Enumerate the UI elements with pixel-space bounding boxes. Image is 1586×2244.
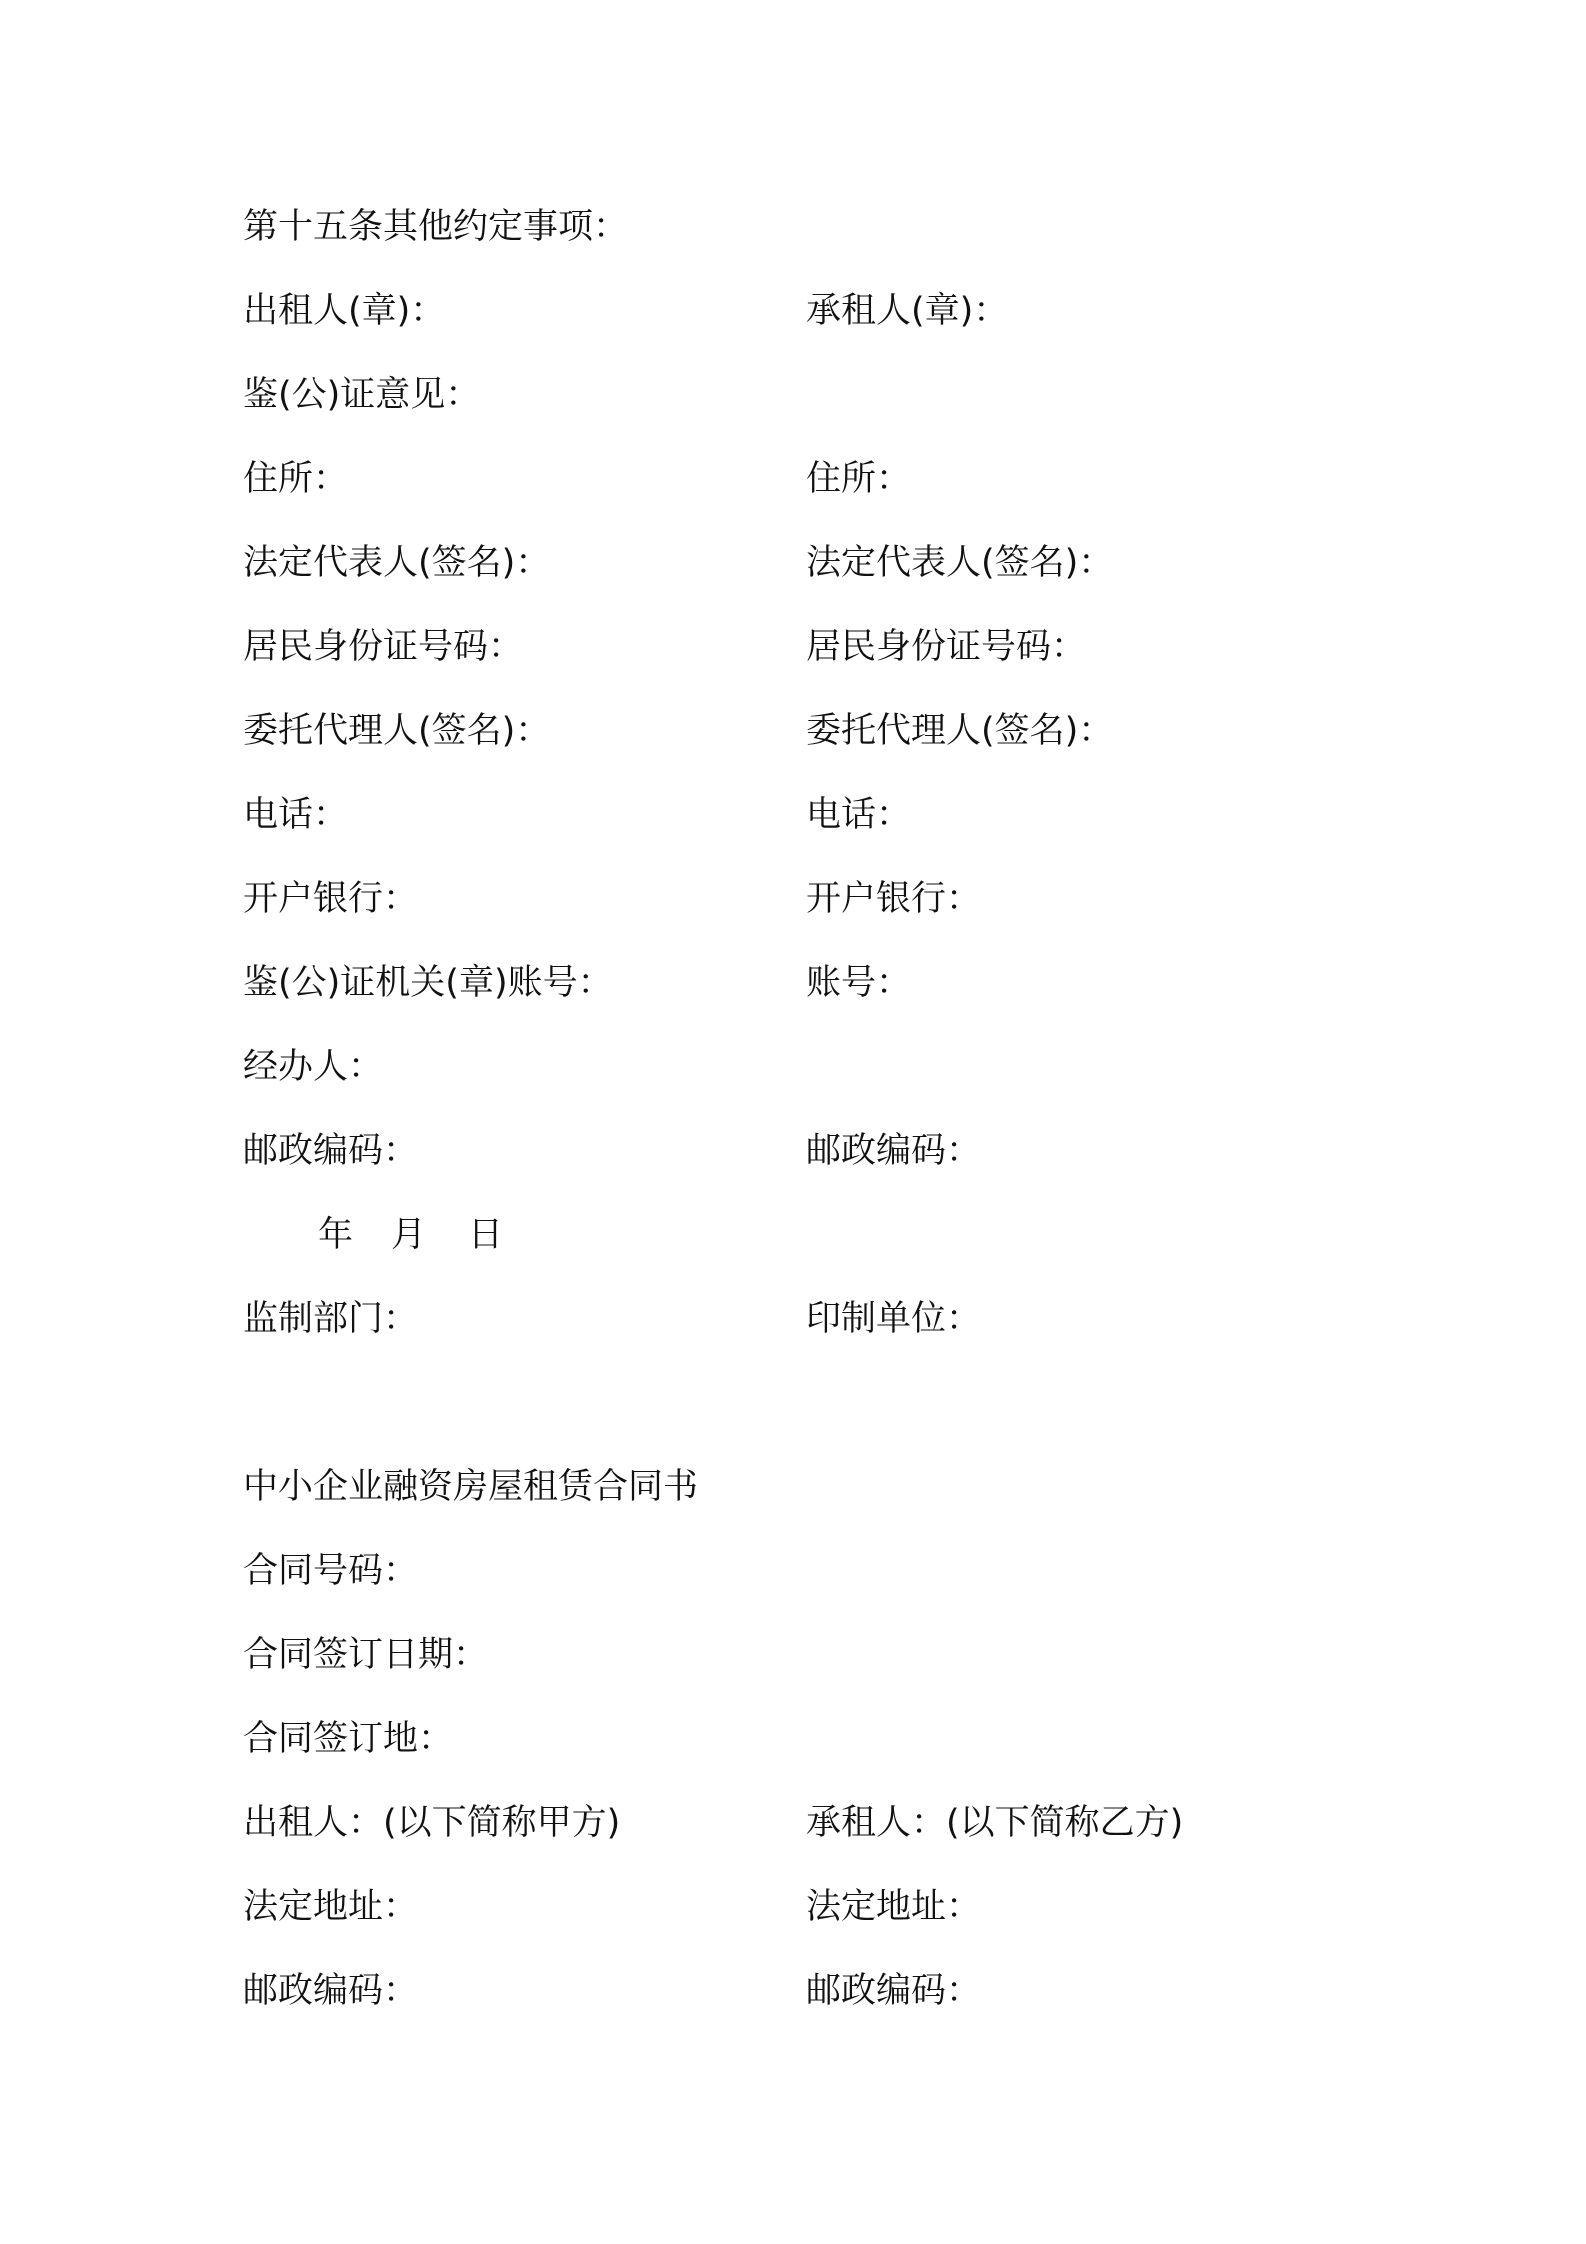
sign-date-line xyxy=(243,1625,1443,1685)
lessee-postcode-label-2: 邮政编码： xyxy=(806,1971,982,2011)
date-year-label: 年 xyxy=(318,1215,354,1255)
contract-no-line xyxy=(243,1541,1443,1601)
notary-account-label: 鉴(公)证机关(章)账号： xyxy=(243,963,613,1003)
phone-line xyxy=(243,785,1443,845)
parties-line xyxy=(243,1793,1443,1853)
sign-place-line xyxy=(243,1709,1443,1769)
lessee-phone-label: 电话： xyxy=(806,795,912,835)
sign-place-label: 合同签订地： xyxy=(243,1719,454,1759)
legal-address-line xyxy=(243,1877,1443,1937)
lessee-bank-label: 开户银行： xyxy=(806,879,982,919)
agent-line xyxy=(243,701,1443,761)
date-line xyxy=(243,1205,843,1265)
lessee-postcode-label: 邮政编码： xyxy=(806,1131,982,1171)
lessee-party-label: 承租人：(以下简称乙方) xyxy=(806,1803,1184,1843)
lessor-id-number-label: 居民身份证号码： xyxy=(243,627,524,667)
contract-title: 中小企业融资房屋租赁合同书 xyxy=(243,1467,699,1507)
account-line xyxy=(243,953,1443,1013)
lessee-seal-label: 承租人(章)： xyxy=(806,291,1009,331)
contract-no-label: 合同号码： xyxy=(243,1551,419,1591)
lessee-agent-label: 委托代理人(签名)： xyxy=(806,711,1114,751)
date-month-label: 月 xyxy=(391,1215,427,1255)
lessor-legal-address-label: 法定地址： xyxy=(243,1887,419,1927)
date-day-label: 日 xyxy=(468,1215,504,1255)
legal-rep-line xyxy=(243,533,1443,593)
lessor-address-label: 住所： xyxy=(243,459,349,499)
lessor-phone-label: 电话： xyxy=(243,795,349,835)
supervisor-line xyxy=(243,1289,1443,1349)
supervisor-dept-label: 监制部门： xyxy=(243,1299,419,1339)
lessor-party-label: 出租人：(以下简称甲方) xyxy=(243,1803,621,1843)
notary-opinion-label: 鉴(公)证意见： xyxy=(243,375,481,415)
contract-title-line xyxy=(243,1457,1443,1517)
seal-line xyxy=(243,281,1443,341)
bank-line xyxy=(243,869,1443,929)
lessee-legal-rep-label: 法定代表人(签名)： xyxy=(806,543,1114,583)
article-heading-line xyxy=(243,197,1443,257)
lessor-postcode-label: 邮政编码： xyxy=(243,1131,419,1171)
address-line xyxy=(243,449,1443,509)
lessor-postcode-label-2: 邮政编码： xyxy=(243,1971,419,2011)
postcode-line-2 xyxy=(243,1961,1443,2021)
lessor-agent-label: 委托代理人(签名)： xyxy=(243,711,551,751)
handler-label: 经办人： xyxy=(243,1047,384,1087)
id-number-line xyxy=(243,617,1443,677)
lessor-legal-rep-label: 法定代表人(签名)： xyxy=(243,543,551,583)
lessee-legal-address-label: 法定地址： xyxy=(806,1887,982,1927)
lessor-bank-label: 开户银行： xyxy=(243,879,419,919)
lessee-account-label: 账号： xyxy=(806,963,912,1003)
notary-opinion-line xyxy=(243,365,1443,425)
printing-unit-label: 印制单位： xyxy=(806,1299,982,1339)
lessor-seal-label: 出租人(章)： xyxy=(243,291,446,331)
article-heading: 第十五条其他约定事项： xyxy=(243,207,629,247)
lessee-id-number-label: 居民身份证号码： xyxy=(806,627,1087,667)
postcode-line-1 xyxy=(243,1121,1443,1181)
handler-line xyxy=(243,1037,1443,1097)
lessee-address-label: 住所： xyxy=(806,459,912,499)
sign-date-label: 合同签订日期： xyxy=(243,1635,489,1675)
